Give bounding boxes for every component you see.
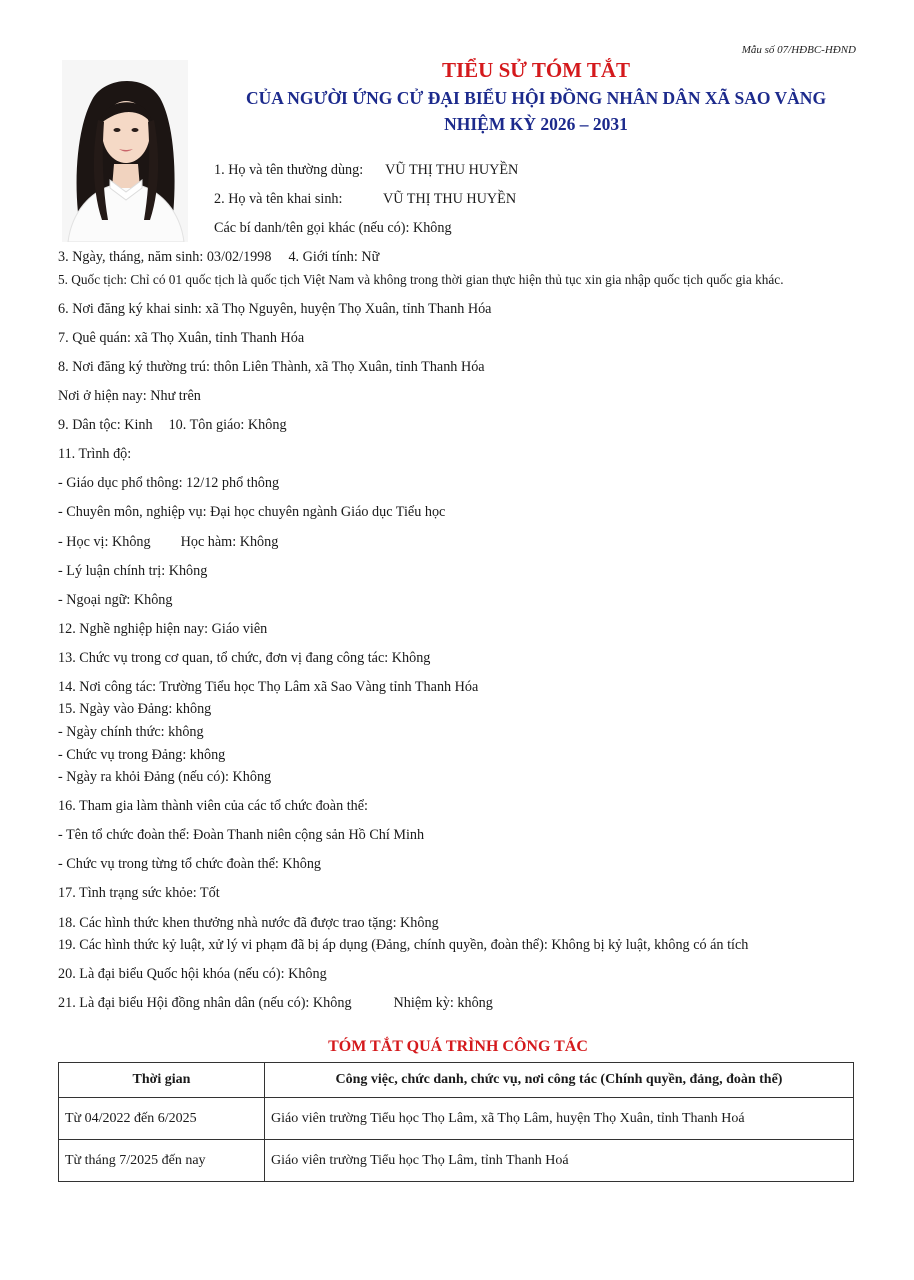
portrait-photo [62,60,188,242]
field-health: 17. Tình trạng sức khỏe: Tốt [58,885,220,901]
field-party-join-date: 15. Ngày vào Đảng: không [58,701,212,717]
field-birth-name-value: VŨ THỊ THU HUYỀN [383,191,517,207]
field-common-name [214,162,518,179]
field-occupation: 12. Nghề nghiệp hiện nay: Giáo viên [58,621,268,637]
field-current-address: Nơi ở hiện nay: Như trên [58,388,201,404]
field-dob-gender [58,249,379,266]
field-party-official-date: - Ngày chính thức: không [58,724,204,740]
column-header-time: Thời gian [59,1063,265,1098]
work-history-title: TÓM TẮT QUÁ TRÌNH CÔNG TÁC [328,1038,588,1055]
field-peoples-council-status: 21. Là đại biểu Hội đồng nhân dân (nếu có): Không [58,995,352,1011]
table-row [59,1098,854,1140]
field-gender: 4. Giới tính: Nữ [288,249,380,265]
field-birth-name [214,191,516,208]
field-organization-role: - Chức vụ trong từng tổ chức đoàn thể: Không [58,856,322,872]
document-subtitle: CỦA NGƯỜI ỨNG CỬ ĐẠI BIỂU HỘI ĐỒNG NHÂN DÂN XÃ SAO VÀNG [245,88,827,108]
field-party-leave-date: - Ngày ra khỏi Đảng (nếu có): Không [58,769,272,785]
field-common-name-value: VŨ THỊ THU HUYỀN [385,162,519,178]
cell-work: Giáo viên trường Tiểu học Thọ Lâm, xã Thọ Lâm, huyện Thọ Xuân, tỉnh Thanh Hoá [265,1098,854,1140]
field-foreign-language: - Ngoại ngữ: Không [58,592,173,608]
field-peoples-council-term: Nhiệm kỳ: không [393,995,493,1011]
field-education-major: - Chuyên môn, nghiệp vụ: Đại học chuyên ngành Giáo dục Tiểu học [58,504,446,520]
column-header-work: Công việc, chức danh, chức vụ, nơi công tác (Chính quyền, đảng, đoàn thể) [265,1063,854,1098]
field-birth-name-label: 2. Họ và tên khai sinh: [214,191,343,207]
cell-work: Giáo viên trường Tiểu học Thọ Lâm, tỉnh Thanh Hoá [265,1140,854,1182]
field-ethnicity: 9. Dân tộc: Kinh [58,417,153,433]
field-organization-name: - Tên tổ chức đoàn thể: Đoàn Thanh niên cộng sản Hồ Chí Minh [58,827,425,843]
field-political-theory: - Lý luận chính trị: Không [58,563,208,579]
field-religion: 10. Tôn giáo: Không [168,417,287,433]
document-term: NHIỆM KỲ 2026 – 2031 [444,114,628,134]
field-permanent-residence: 8. Nơi đăng ký thường trú: thôn Liên Thành, xã Thọ Xuân, tỉnh Thanh Hóa [58,359,485,375]
field-awards: 18. Các hình thức khen thưởng nhà nước đã được trao tặng: Không [58,915,439,931]
field-position: 13. Chức vụ trong cơ quan, tổ chức, đơn vị đang công tác: Không [58,650,431,666]
field-workplace: 14. Nơi công tác: Trường Tiểu học Thọ Lâm xã Sao Vàng tỉnh Thanh Hóa [58,679,479,695]
field-degree-title [58,534,278,551]
table-row [59,1140,854,1182]
field-discipline: 19. Các hình thức kỷ luật, xử lý vi phạm đã bị áp dụng (Đảng, chính quyền, đoàn thể): Không bị kỷ luật, không có án tích [58,937,749,953]
field-national-assembly: 20. Là đại biểu Quốc hội khóa (nếu có): Không [58,966,327,982]
field-alias: Các bí danh/tên gọi khác (nếu có): Không [214,220,452,236]
field-education-general: - Giáo dục phổ thông: 12/12 phổ thông [58,475,280,491]
table-header-row [59,1063,854,1098]
field-peoples-council [58,995,493,1012]
field-common-name-label: 1. Họ và tên thường dùng: [214,162,364,178]
form-code: Mẫu số 07/HĐBC-HĐND [741,44,856,56]
field-party-position: - Chức vụ trong Đảng: không [58,747,226,763]
field-education: 11. Trình độ: [58,446,132,462]
field-dob: 3. Ngày, tháng, năm sinh: 03/02/1998 [58,249,272,265]
cell-time: Từ tháng 7/2025 đến nay [59,1140,265,1182]
cell-time: Từ 04/2022 đến 6/2025 [59,1098,265,1140]
field-hometown: 7. Quê quán: xã Thọ Xuân, tỉnh Thanh Hóa [58,330,305,346]
field-nationality: 5. Quốc tịch: Chỉ có 01 quốc tịch là quốc tịch Việt Nam và không trong thời gian thực hiện thủ tục xin gia nhập quốc tịch quốc gia khác. [58,272,784,287]
document-title: TIỂU SỬ TÓM TẮT [441,58,631,82]
field-ethnicity-religion [58,417,287,434]
work-history-table [58,1062,854,1182]
field-organizations: 16. Tham gia làm thành viên của các tổ chức đoàn thể: [58,798,368,814]
field-birth-registration: 6. Nơi đăng ký khai sinh: xã Thọ Nguyên, huyện Thọ Xuân, tỉnh Thanh Hóa [58,301,492,317]
field-academic-title: Học hàm: Không [180,534,279,550]
field-degree: - Học vị: Không [58,534,151,550]
